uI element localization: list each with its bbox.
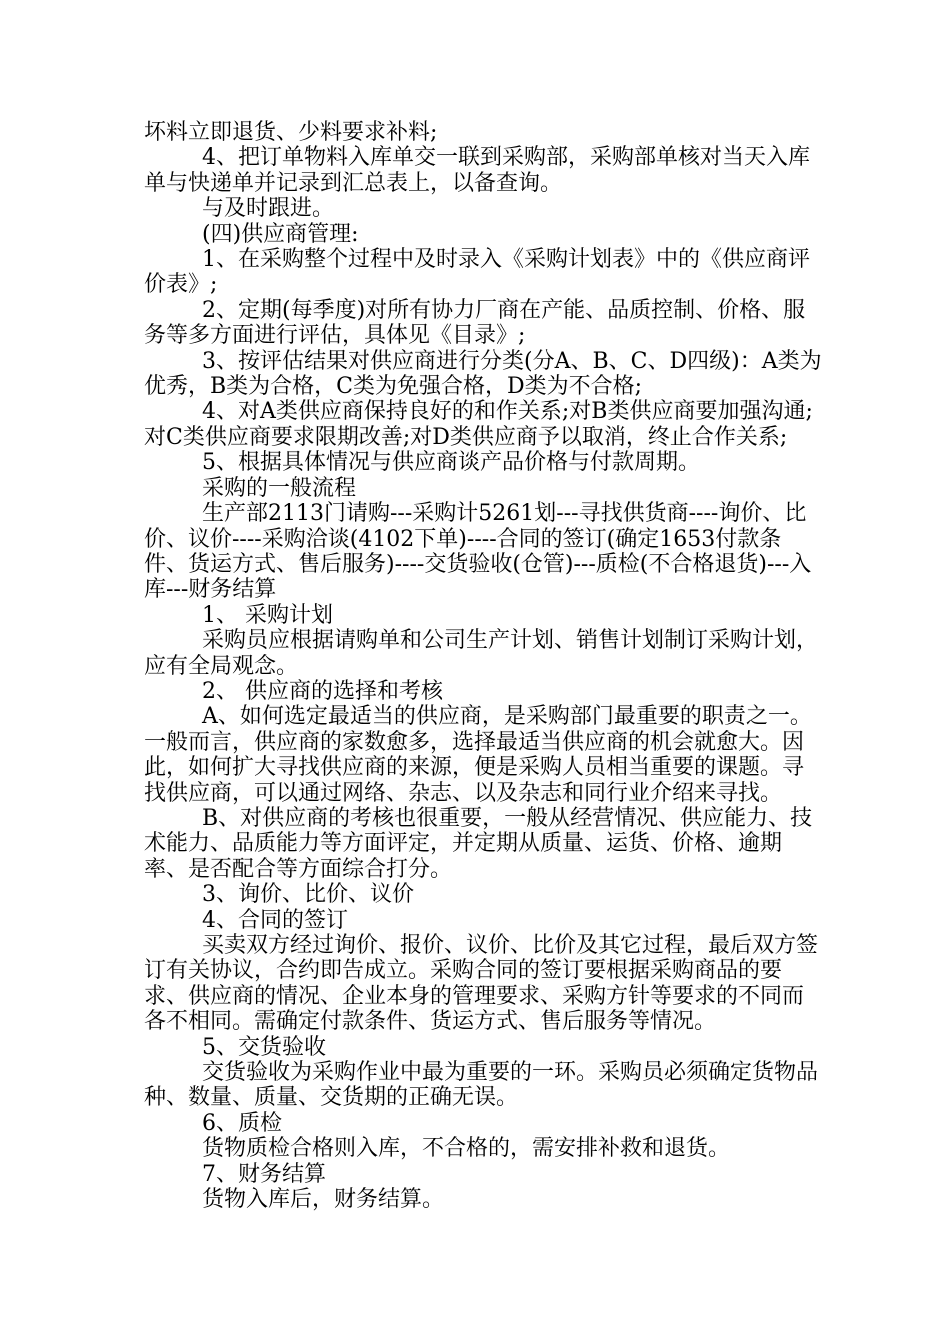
section-heading: 6、质检: [202, 1110, 282, 1136]
paragraph: 坏料立即退货、少料要求补料;: [144, 120, 438, 145]
paragraph: 货物入库后，财务结算。: [202, 1187, 445, 1213]
section-heading: 1、 采购计划: [202, 602, 333, 628]
paragraph: 4、把订单物料入库单交一联到采购部，采购部单核对当天入库单与快递单并记录到汇总表上，以备查询。: [144, 145, 810, 196]
paragraph: 与及时跟进。: [202, 196, 335, 222]
paragraph: 采购员应根据请购单和公司生产计划、销售计划制订采购计划，应有全局观念。: [144, 628, 819, 679]
paragraph: 货物质检合格则入库，不合格的，需安排补救和退货。: [202, 1136, 731, 1162]
section-heading: 3、询价、比价、议价: [202, 882, 414, 908]
section-heading: 5、交货验收: [202, 1034, 326, 1060]
paragraph: 交货验收为采购作业中最为重要的一环。采购员必须确定货物品种、数量、质量、交货期的正确无误。: [144, 1060, 819, 1111]
paragraph: 1、在采购整个过程中及时录入《采购计划表》中的《供应商评价表》;: [144, 247, 810, 298]
paragraph: 3、按评估结果对供应商进行分类(分A、B、C、D四级)：A类为优秀，B类为合格，C类为免强合格，D类为不合格;: [144, 348, 822, 400]
section-heading: 2、 供应商的选择和考核: [202, 678, 443, 704]
document-body: [144, 120, 824, 1212]
paragraph: 生产部2113门请购---采购计5261划---寻找供货商----询价、比价、议价----采购洽谈(4102下单)----合同的签订(确定1653付款条件、货运方式、售后服务)----交货验收(仓管)---质检(不合格退货)---入库---财务结算: [144, 501, 812, 603]
section-heading: (四)供应商管理:: [202, 221, 359, 247]
section-heading: 4、合同的签订: [202, 907, 348, 933]
paragraph: B、对供应商的考核也很重要，一般从经营情况、供应能力、技术能力、品质能力等方面评定，并定期从质量、运货、价格、逾期率、是否配合等方面综合打分。: [144, 805, 813, 882]
paragraph: 买卖双方经过询价、报价、议价、比价及其它过程，最后双方签订有关协议，合约即告成立。采购合同的签订要根据采购商品的要求、供应商的情况、企业本身的管理要求、采购方针等要求的不同而各不相同。需确定付款条件、货运方式、售后服务等情况。: [144, 933, 819, 1035]
paragraph: A、如何选定最适当的供应商，是采购部门最重要的职责之一。一般而言，供应商的家数愈多，选择最适当供应商的机会就愈大。因此，如何扩大寻找供应商的来源，便是采购人员相当重要的课题。寻找供应商，可以通过网络、杂志、以及杂志和同行业介绍来寻找。: [144, 704, 812, 806]
section-heading: 采购的一般流程: [202, 475, 357, 501]
paragraph: 4、对A类供应商保持良好的和作关系;对B类供应商要加强沟通;对C类供应商要求限期改善;对D类供应商予以取消，终止合作关系;: [144, 399, 813, 450]
paragraph: 2、定期(每季度)对所有协力厂商在产能、品质控制、价格、服务等多方面进行评估，具体见《目录》;: [144, 297, 806, 349]
section-heading: 7、财务结算: [202, 1161, 326, 1187]
paragraph: 5、根据具体情况与供应商谈产品价格与付款周期。: [202, 450, 700, 476]
